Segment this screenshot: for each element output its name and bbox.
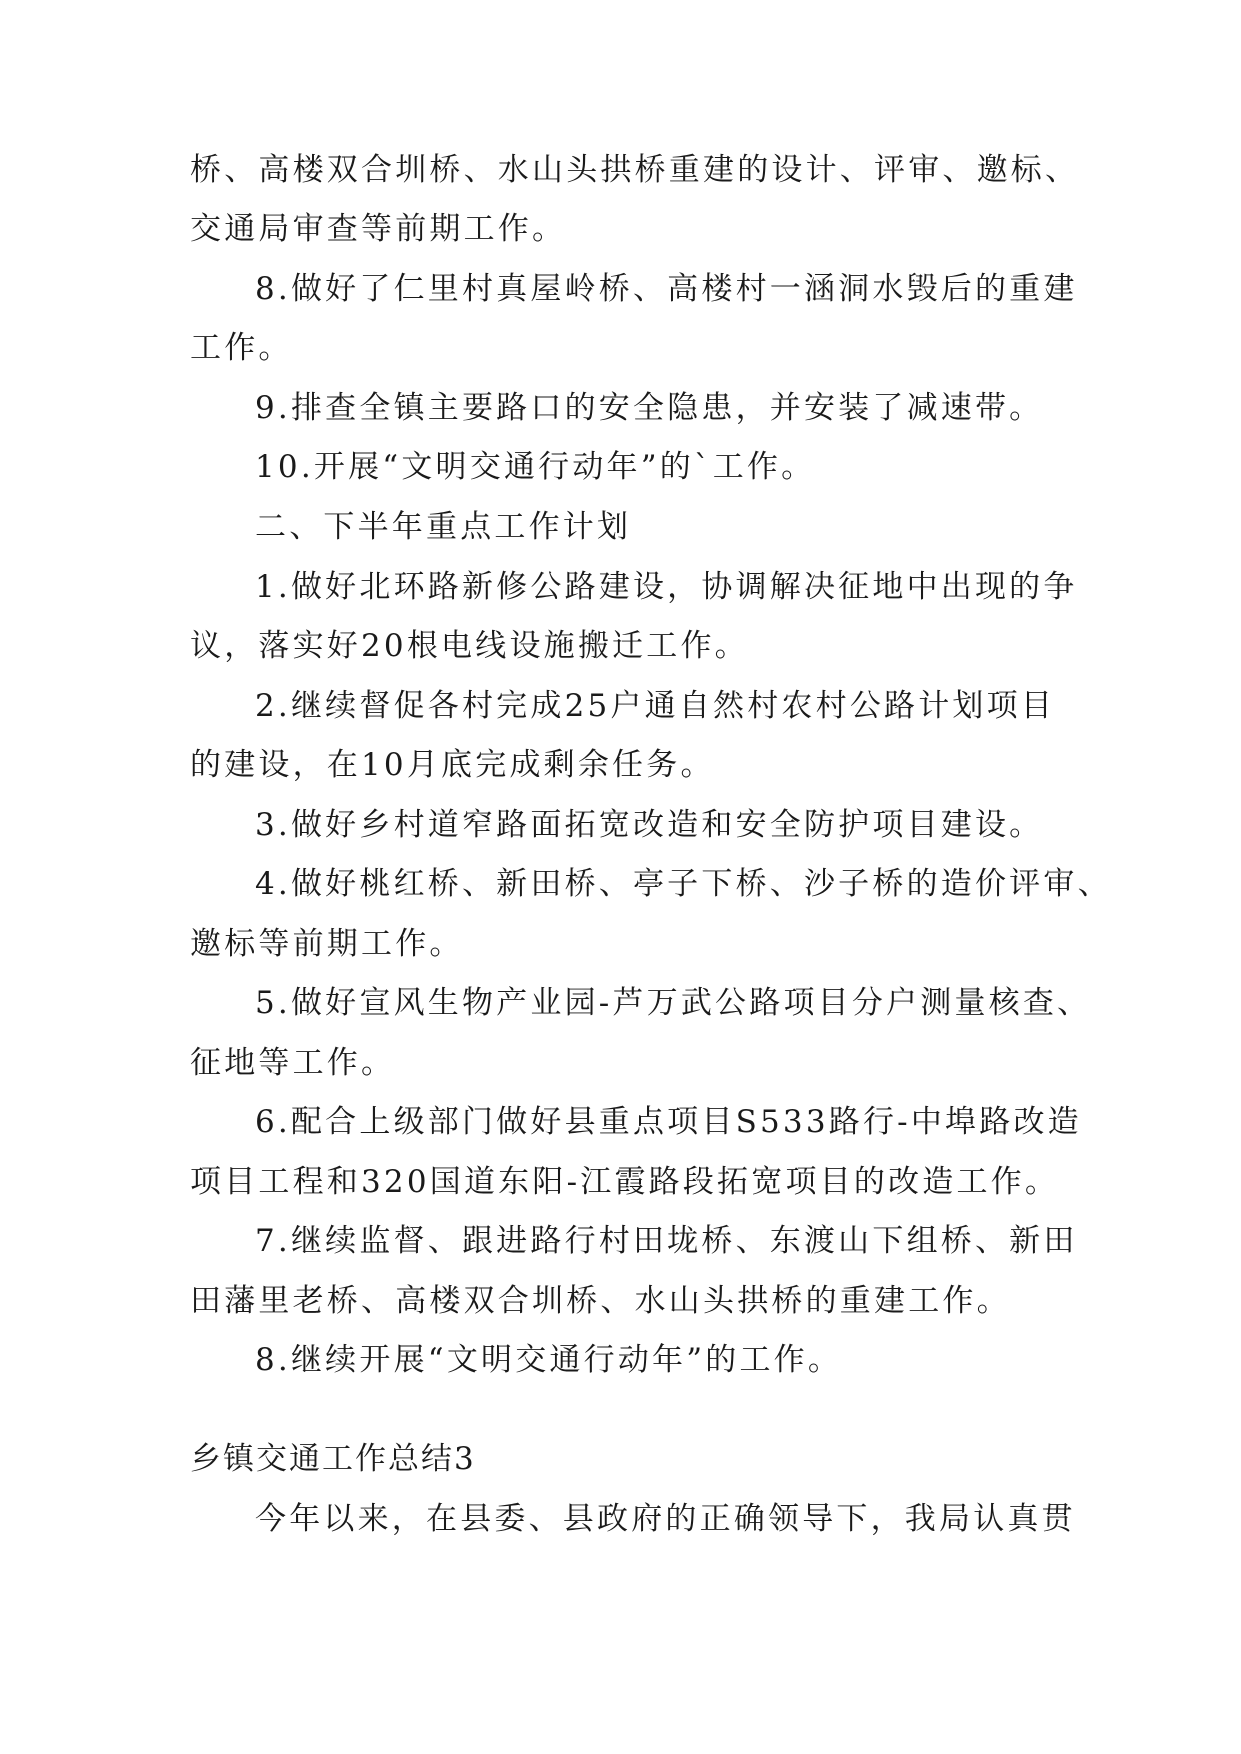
- list-item-line: 3.做好乡村道窄路面拓宽改造和安全防护项目建设。: [255, 807, 1044, 843]
- body-line: 议，落实好20根电线设施搬迁工作。: [190, 628, 749, 664]
- body-line: 田藩里老桥、高楼双合圳桥、水山头拱桥的重建工作。: [190, 1283, 1011, 1319]
- body-line: 交通局审查等前期工作。: [190, 211, 567, 247]
- list-item-line: 1.做好北环路新修公路建设，协调解决征地中出现的争: [255, 569, 1078, 605]
- list-item-line: 8.继续开展“文明交通行动年”的工作。: [255, 1342, 843, 1378]
- list-item-line: 9.排查全镇主要路口的安全隐患，并安装了减速带。: [255, 390, 1044, 426]
- list-item-line: 5.做好宣风生物产业园-芦万武公路项目分户测量核查、: [255, 985, 1092, 1021]
- body-line: 的建设，在10月底完成剩余任务。: [190, 747, 715, 783]
- body-line: 项目工程和320国道东阳-江霞路段拓宽项目的改造工作。: [190, 1164, 1060, 1200]
- list-item-line: 6.配合上级部门做好县重点项目S533路行-中埠路改造: [255, 1104, 1082, 1140]
- list-item-line: 2.继续督促各村完成25户通自然村农村公路计划项目: [255, 688, 1056, 724]
- body-line: 邀标等前期工作。: [190, 926, 464, 962]
- section-heading: 二、下半年重点工作计划: [255, 509, 632, 545]
- list-item-line: 4.做好桃红桥、新田桥、亭子下桥、沙子桥的造价评审、: [255, 866, 1112, 902]
- body-line: 桥、高楼双合圳桥、水山头拱桥重建的设计、评审、邀标、: [190, 152, 1080, 188]
- body-line: 工作。: [190, 330, 293, 366]
- body-line: 征地等工作。: [190, 1045, 396, 1081]
- body-line: 今年以来，在县委、县政府的正确领导下，我局认真贯: [255, 1501, 1076, 1537]
- list-item-line: 7.继续监督、跟进路行村田垅桥、东渡山下组桥、新田: [255, 1223, 1078, 1259]
- document-title: 乡镇交通工作总结3: [190, 1441, 476, 1477]
- list-item-line: 8.做好了仁里村真屋岭桥、高楼村一涵洞水毁后的重建: [255, 271, 1078, 307]
- list-item-line: 10.开展“文明交通行动年”的`工作。: [255, 449, 816, 485]
